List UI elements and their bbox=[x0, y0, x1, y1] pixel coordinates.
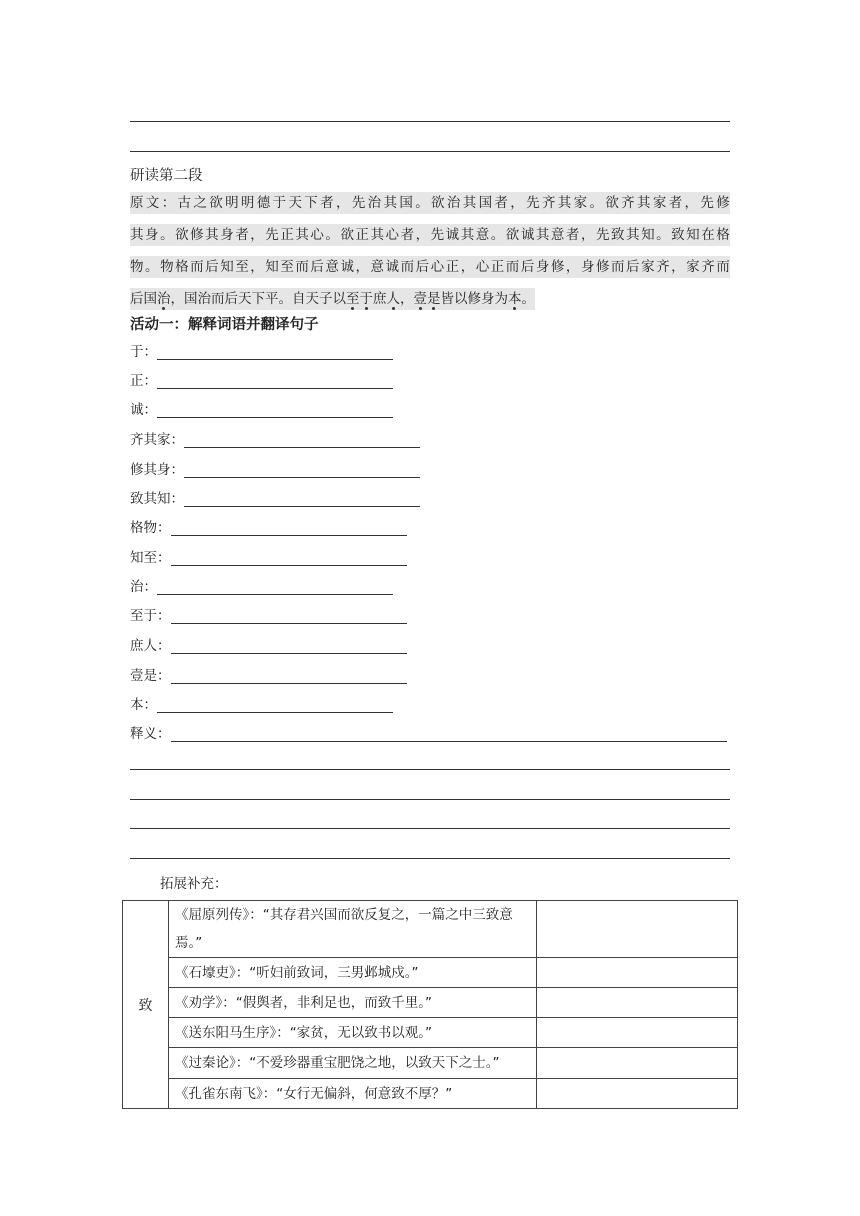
answer-blank[interactable] bbox=[157, 697, 393, 713]
answer-line[interactable] bbox=[130, 828, 730, 829]
term-label: 壹是： bbox=[130, 668, 171, 684]
answer-blank[interactable] bbox=[157, 344, 393, 360]
term-item bbox=[130, 636, 407, 656]
table-row bbox=[123, 1048, 738, 1079]
term-label: 知至： bbox=[130, 550, 171, 566]
answer-line[interactable] bbox=[130, 151, 730, 152]
term-label: 齐其家： bbox=[130, 432, 184, 448]
passage-line: 原 文 ： 古 之 欲 明 明 德 于 天 下 者 ， 先 治 其 国 。 欲 治 其 国 者 ， 先 齐 其 家 。 欲 齐 其 家 者 ， 先 修 bbox=[130, 192, 730, 214]
source-cell: 《孔雀东南飞》：“女行无偏斜，何意致不厚？” bbox=[169, 1079, 537, 1109]
answer-blank[interactable] bbox=[157, 373, 393, 389]
character-cell: 致 bbox=[123, 901, 169, 1109]
answer-cell[interactable] bbox=[537, 958, 738, 988]
answer-blank[interactable] bbox=[171, 668, 407, 684]
answer-blank[interactable] bbox=[184, 432, 420, 448]
answer-line[interactable] bbox=[130, 799, 730, 800]
term-item bbox=[130, 666, 407, 686]
answer-blank[interactable] bbox=[171, 726, 727, 742]
term-label: 正： bbox=[130, 373, 157, 389]
table-row bbox=[123, 958, 738, 988]
table-row bbox=[123, 1018, 738, 1048]
term-label: 致其知： bbox=[130, 491, 184, 507]
term-label: 于： bbox=[130, 344, 157, 360]
term-item bbox=[130, 460, 420, 480]
term-label: 本： bbox=[130, 697, 157, 713]
term-item bbox=[130, 724, 727, 744]
answer-line[interactable] bbox=[130, 121, 730, 122]
term-label: 至于： bbox=[130, 608, 171, 624]
extension-table bbox=[122, 900, 738, 1109]
term-item bbox=[130, 342, 393, 362]
answer-cell[interactable] bbox=[537, 901, 738, 958]
term-label: 释义： bbox=[130, 726, 171, 742]
term-label: 庶人： bbox=[130, 638, 171, 654]
answer-blank[interactable] bbox=[157, 402, 393, 418]
table-row bbox=[123, 1079, 738, 1109]
table-row bbox=[123, 988, 738, 1018]
source-cell: 《送东阳马生序》：“家贫，无以致书以观。” bbox=[169, 1018, 537, 1048]
term-item bbox=[130, 518, 407, 538]
answer-cell[interactable] bbox=[537, 1079, 738, 1109]
answer-blank[interactable] bbox=[157, 579, 393, 595]
answer-cell[interactable] bbox=[537, 1048, 738, 1079]
answer-blank[interactable] bbox=[171, 550, 407, 566]
answer-blank[interactable] bbox=[184, 491, 420, 507]
answer-blank[interactable] bbox=[171, 608, 407, 624]
term-item bbox=[130, 695, 393, 715]
term-label: 治： bbox=[130, 579, 157, 595]
term-item bbox=[130, 606, 407, 626]
passage-line: 其 身 。 欲 修 其 身 者 ， 先 正 其 心 。 欲 正 其 心 者 ， 先 诚 其 意 。 欲 诚 其 意 者 ， 先 致 其 知 。 致 知 在 格 bbox=[130, 224, 730, 246]
source-cell: 《屈原列传》：“其存君兴国而欲反复之，一篇之中三致意焉。” bbox=[169, 901, 537, 958]
term-label: 诚： bbox=[130, 402, 157, 418]
answer-blank[interactable] bbox=[171, 520, 407, 536]
source-cell: 《劝学》：“假舆者，非利足也，而致千里。” bbox=[169, 988, 537, 1018]
passage-line: 后国治，国治而后天下平。自天子以至于庶人，壹是皆以修身为本。 bbox=[130, 288, 535, 310]
original-passage bbox=[130, 192, 730, 324]
term-item bbox=[130, 430, 420, 450]
answer-blank[interactable] bbox=[184, 462, 420, 478]
term-item bbox=[130, 489, 420, 509]
passage-line: 物 。 物 格 而 后 知 至 ， 知 至 而 后 意 诚 ， 意 诚 而 后 心 正 ， 心 正 而 后 身 修 ， 身 修 而 后 家 齐 ， 家 齐 而 bbox=[130, 256, 730, 278]
section-title: 研读第二段 bbox=[130, 168, 203, 184]
answer-line[interactable] bbox=[130, 858, 730, 859]
term-item bbox=[130, 371, 393, 391]
term-item bbox=[130, 400, 393, 420]
activity-title: 活动一：解释词语并翻译句子 bbox=[130, 317, 319, 333]
answer-blank[interactable] bbox=[171, 638, 407, 654]
source-cell: 《石壕吏》：“听妇前致词，三男邺城戍。” bbox=[169, 958, 537, 988]
term-item bbox=[130, 577, 393, 597]
term-item bbox=[130, 548, 407, 568]
term-label: 格物： bbox=[130, 520, 171, 536]
answer-cell[interactable] bbox=[537, 988, 738, 1018]
answer-line[interactable] bbox=[130, 769, 730, 770]
source-cell: 《过秦论》：“不爱珍器重宝肥饶之地，以致天下之士。” bbox=[169, 1048, 537, 1079]
term-label: 修其身： bbox=[130, 462, 184, 478]
table-row bbox=[123, 901, 738, 958]
extension-label: 拓展补充： bbox=[160, 876, 228, 892]
answer-cell[interactable] bbox=[537, 1018, 738, 1048]
